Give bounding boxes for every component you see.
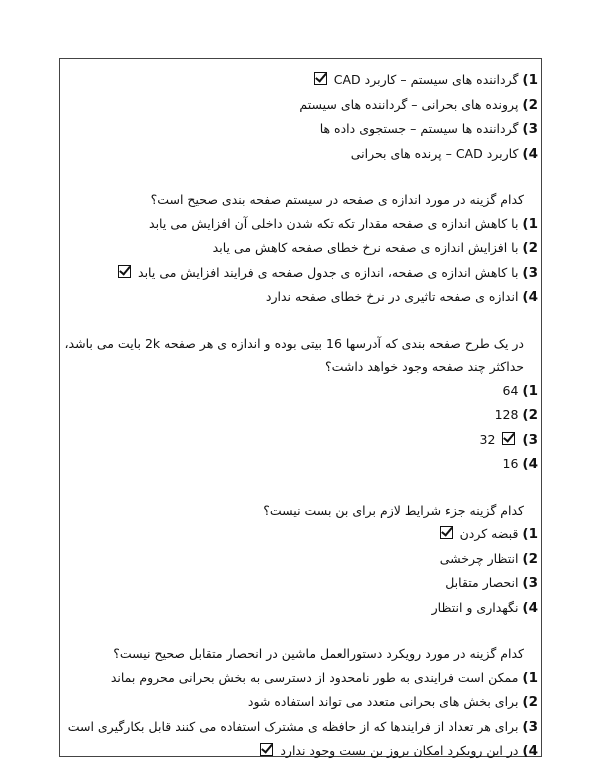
q5-text: کدام گزینه در مورد رویکرد دستورالعمل ماشین در انحصار متقابل صحیح نیست؟ [113,646,524,661]
q4-option-3[interactable]: 3) انحصار متقابل [445,575,538,591]
q3-text: در یک طرح صفحه بندی که آدرسها 16 بیتی بوده و اندازه ی هر صفحه 2k بایت می باشد، حداکثر چند صفحه وجود خواهد داشت؟ [64,335,524,374]
q2-text: کدام گزینه در مورد اندازه ی صفحه در سیستم صفحه بندی صحیح است؟ [150,192,524,207]
question-4 [64,499,538,621]
spacer [64,166,538,188]
q4-option-1[interactable]: 1) قبضه کردن [64,522,538,547]
q4-text: کدام گزینه جزء شرایط لازم برای بن بست نیست؟ [263,502,524,518]
checked-box-icon [502,432,515,445]
q2-option-4[interactable]: 4) اندازه ی صفحه تاثیری در نرخ خطای صفحه ندارد [265,289,538,305]
q5-option-3[interactable]: 3) برای هر تعداد از فرایندها که از حافظه ی مشترک استفاده می کنند قابل بکارگیری است [67,718,538,735]
q1-option-3[interactable]: 3) گرداننده ها سیستم – جستجوی داده ها [319,121,538,137]
q2-option-1[interactable]: 1) با کاهش اندازه ی صفحه مقدار تکه تکه شدن داخلی آن افزایش می یابد [149,215,538,232]
q3-option-1[interactable]: 1) 64 [502,382,538,399]
q3-option-4[interactable]: 4) 16 [502,456,538,472]
q3-option-2[interactable]: 2) 128 [494,407,538,423]
q5-option-2[interactable]: 2) برای بخش های بحرانی متعدد می تواند استفاده شود [247,694,538,710]
question-1 [64,68,538,166]
spacer [64,620,538,642]
q1-option-1[interactable]: 1) گرداننده های سیستم – کاربرد CAD [64,68,538,93]
question-5 [64,642,538,764]
question-3 [64,332,538,477]
quiz-content [64,68,538,764]
spacer [64,310,538,332]
spacer [64,477,538,499]
q5-option-4[interactable]: 4) در این رویکرد امکان بروز بن بست وجود ندارد [64,739,538,764]
q4-option-4[interactable]: 4) نگهداری و انتظار [431,599,538,616]
checked-box-icon [440,526,453,539]
checked-box-icon [118,265,131,278]
q4-option-2[interactable]: 2) انتظار چرخشی [439,550,538,567]
question-2 [64,188,538,310]
q1-option-2[interactable]: 2) پرونده های بحرانی – گرداننده های سیستم [299,96,538,113]
q3-option-3[interactable]: 3)32 [479,431,538,448]
checked-box-icon [260,743,273,756]
q1-option-4[interactable]: 4) کاربرد CAD – پرنده های بحرانی [350,145,538,162]
q2-option-3[interactable]: 3) با کاهش اندازه ی صفحه، اندازه ی جدول صفحه ی فرایند افزایش می یابد [64,261,538,286]
checked-box-icon [314,72,327,85]
q2-option-2[interactable]: 2) با افزایش اندازه ی صفحه نرخ خطای صفحه کاهش می یابد [212,240,538,256]
q5-option-1[interactable]: 1) ممکن است فرایندی به طور نامحدود از دسترسی به بخش بحرانی محروم بماند [110,669,538,686]
